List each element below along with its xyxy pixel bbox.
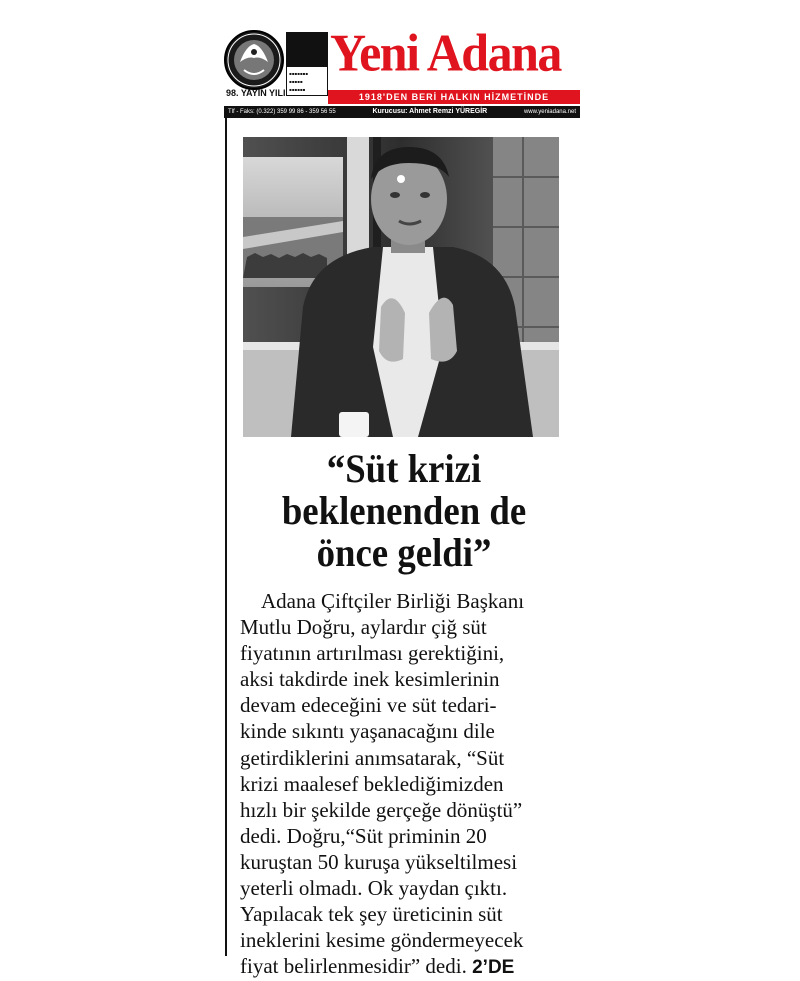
- publication-year-label: 98. YAYIN YILI: [226, 88, 286, 98]
- continued-page-link[interactable]: 2’DE: [472, 957, 515, 979]
- body-line: yeterli olmadı. Ok yaydan çıktı.: [240, 876, 508, 901]
- body-line: kuruştan 50 kuruşa yükseltilmesi: [240, 849, 518, 874]
- body-line: fiyatının artırılması gerektiğini,: [240, 641, 505, 666]
- body-line: getirdiklerini anımsatarak, “Süt: [240, 745, 505, 770]
- body-line: krizi maalesef beklediğimizden: [240, 771, 504, 796]
- article-body: [240, 588, 570, 981]
- headline-line: önce geldi”: [316, 530, 492, 575]
- info-box: ▪▪▪▪▪▪▪ ▪▪▪▪▪ ▪▪▪▪▪▪: [286, 32, 328, 96]
- founder: Kurucusu: Ahmet Remzi YÜREGİR: [372, 108, 488, 115]
- body-line: Adana Çiftçiler Birliği Başkanı: [261, 589, 525, 613]
- contact-bar: [224, 106, 580, 118]
- body-line: aksi takdirde inek kesimlerinin: [240, 667, 500, 692]
- column-rule: [225, 118, 227, 956]
- masthead: [224, 23, 580, 118]
- body-line: ineklerini kesime göndermeyecek: [240, 928, 524, 953]
- body-line: dedi. Doğru,“Süt priminin 20: [240, 823, 487, 848]
- body-line: Mutlu Doğru, aylardır çiğ süt: [240, 615, 487, 640]
- body-line: hızlı bir şekilde gerçeğe dönüştü”: [240, 797, 523, 822]
- website: www.yeniadana.net: [523, 109, 576, 115]
- body-line: devam edeceğini ve süt tedari-: [240, 693, 497, 718]
- body-line-last: [240, 953, 570, 981]
- newspaper-logo: Yeni Adana: [330, 23, 561, 82]
- slogan: 1918'DEN BERİ HALKIN HİZMETİNDE: [328, 90, 580, 104]
- article-photo: [243, 137, 559, 437]
- emblem-icon: [224, 30, 284, 90]
- headline-line: “Süt krizi: [326, 446, 482, 491]
- body-line: kinde sıkıntı yaşanacağını dile: [240, 719, 495, 744]
- body-line-text: fiyat belirlenmesidir” dedi.: [240, 954, 467, 979]
- article-headline: [242, 448, 566, 574]
- headline-line: beklenenden de: [281, 488, 527, 533]
- body-line: Yapılacak tek şey üreticinin süt: [240, 902, 503, 927]
- phone-fax: Tlf - Faks: (0.322) 359 99 86 - 359 56 55: [228, 109, 336, 115]
